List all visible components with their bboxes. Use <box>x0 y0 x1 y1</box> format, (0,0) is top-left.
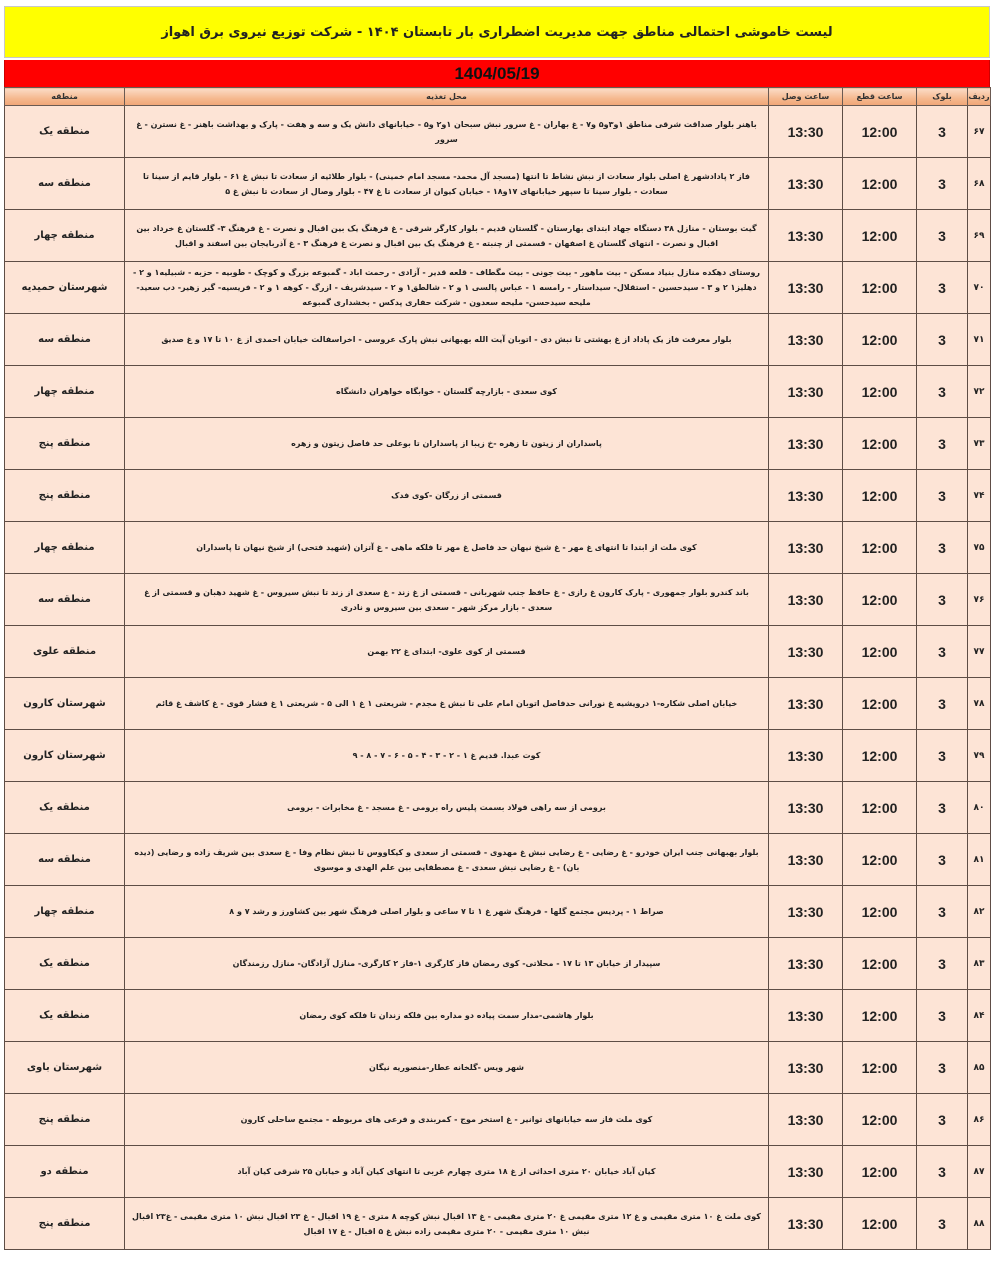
table-row <box>5 1198 991 1250</box>
connect-time-cell: 13:30 <box>769 262 843 314</box>
outage-table <box>4 87 991 1250</box>
location-cell: کوی ملت فاز سه خیابانهای توانیر - غ استخر موج - کمربندی و فرعی های مربوطه - مجتمع ساحلی کارون <box>125 1094 769 1146</box>
table-row <box>5 626 991 678</box>
cut-time-cell: 12:00 <box>843 158 917 210</box>
region-cell: شهرستان کارون <box>5 730 125 782</box>
region-cell: منطقه پنج <box>5 1198 125 1250</box>
table-row <box>5 470 991 522</box>
row-number: ۷۷ <box>968 626 991 678</box>
cut-time-cell: 12:00 <box>843 314 917 366</box>
table-row <box>5 990 991 1042</box>
connect-time-cell: 13:30 <box>769 834 843 886</box>
block-cell: 3 <box>917 678 968 730</box>
row-number: ۶۸ <box>968 158 991 210</box>
cut-time-cell: 12:00 <box>843 262 917 314</box>
row-number: ۸۸ <box>968 1198 991 1250</box>
row-number: ۸۴ <box>968 990 991 1042</box>
region-cell: منطقه یک <box>5 938 125 990</box>
outage-sheet <box>4 6 990 1250</box>
connect-time-cell: 13:30 <box>769 938 843 990</box>
block-cell: 3 <box>917 522 968 574</box>
header-connect-time: ساعت وصل <box>769 88 843 106</box>
connect-time-cell: 13:30 <box>769 990 843 1042</box>
row-number: ۷۱ <box>968 314 991 366</box>
cut-time-cell: 12:00 <box>843 522 917 574</box>
table-row <box>5 522 991 574</box>
table-row <box>5 938 991 990</box>
row-number: ۷۴ <box>968 470 991 522</box>
region-cell: منطقه سه <box>5 314 125 366</box>
row-number: ۷۶ <box>968 574 991 626</box>
region-cell: شهرستان حمیدیه <box>5 262 125 314</box>
connect-time-cell: 13:30 <box>769 1042 843 1094</box>
table-row <box>5 366 991 418</box>
cut-time-cell: 12:00 <box>843 730 917 782</box>
location-cell: قسمتی از زرگان -کوی فدک <box>125 470 769 522</box>
connect-time-cell: 13:30 <box>769 522 843 574</box>
row-number: ۸۰ <box>968 782 991 834</box>
region-cell: منطقه سه <box>5 574 125 626</box>
connect-time-cell: 13:30 <box>769 314 843 366</box>
table-row <box>5 418 991 470</box>
connect-time-cell: 13:30 <box>769 418 843 470</box>
location-cell: صراط ۱ - پردیس مجتمع گلها - فرهنگ شهر غ ۱ تا ۷ ساعی و بلوار اصلی فرهنگ شهر بین کشاورز و رشد ۷ و ۸ <box>125 886 769 938</box>
location-cell: باند کندرو بلوار جمهوری - پارک کارون غ رازی - غ حافظ جنب شهربانی - قسمتی از غ زند - غ سعدی از زند تا نبش سیروس - غ شهید دهبان و قسمتی از غ سعدی - بازار مرکز شهر - سعدی بین سیروس و نادری <box>125 574 769 626</box>
connect-time-cell: 13:30 <box>769 626 843 678</box>
block-cell: 3 <box>917 782 968 834</box>
table-row <box>5 834 991 886</box>
region-cell: منطقه علوی <box>5 626 125 678</box>
location-cell: کوی ملت غ ۱۰ متری مقیمی و غ ۱۲ متری مقیمی غ ۲۰ متری مقیمی - غ ۱۳ اقبال نبش کوچه ۸ متری - غ ۱۹ اقبال - غ ۲۳ اقبال نبش ۱۰ متری مقیمی - غ۲۳ اقبال نبش ۱۰ متری مقیمی - ۲۰ متری مقیمی زاده نبش غ ۵ اقبال - غ ۱۷ اقبال <box>125 1198 769 1250</box>
connect-time-cell: 13:30 <box>769 574 843 626</box>
location-cell: کوی سعدی - بازارچه گلستان - خوابگاه خواهران دانشگاه <box>125 366 769 418</box>
block-cell: 3 <box>917 366 968 418</box>
cut-time-cell: 12:00 <box>843 626 917 678</box>
row-number: ۶۷ <box>968 106 991 158</box>
row-number: ۷۹ <box>968 730 991 782</box>
table-row <box>5 1094 991 1146</box>
cut-time-cell: 12:00 <box>843 990 917 1042</box>
region-cell: منطقه پنج <box>5 418 125 470</box>
location-cell: قسمتی از کوی علوی- ابتدای غ ۲۲ بهمن <box>125 626 769 678</box>
row-number: ۸۶ <box>968 1094 991 1146</box>
region-cell: منطقه پنج <box>5 470 125 522</box>
table-row <box>5 886 991 938</box>
block-cell: 3 <box>917 886 968 938</box>
table-row <box>5 678 991 730</box>
block-cell: 3 <box>917 470 968 522</box>
cut-time-cell: 12:00 <box>843 1094 917 1146</box>
cut-time-cell: 12:00 <box>843 782 917 834</box>
region-cell: منطقه سه <box>5 834 125 886</box>
connect-time-cell: 13:30 <box>769 158 843 210</box>
header-block: بلوک <box>917 88 968 106</box>
connect-time-cell: 13:30 <box>769 678 843 730</box>
block-cell: 3 <box>917 106 968 158</box>
location-cell: خیابان اصلی شکاره-۱ درویشیه غ نورانی حدفاصل اتوبان امام علی تا نبش غ مجدم - شریعتی ۱ غ ۱ الی ۵ - شریعتی ۱ غ فشار قوی - غ کاشف غ قائم <box>125 678 769 730</box>
cut-time-cell: 12:00 <box>843 106 917 158</box>
table-row <box>5 106 991 158</box>
connect-time-cell: 13:30 <box>769 886 843 938</box>
region-cell: منطقه چهار <box>5 210 125 262</box>
cut-time-cell: 12:00 <box>843 366 917 418</box>
connect-time-cell: 13:30 <box>769 366 843 418</box>
block-cell: 3 <box>917 834 968 886</box>
table-row <box>5 1146 991 1198</box>
block-cell: 3 <box>917 158 968 210</box>
location-cell: فاز ۲ پادادشهر غ اصلی بلوار سعادت از نبش نشاط تا انتها (مسجد آل محمد- مسجد امام خمینی) - بلوار طلائیه از سعادت تا نبش غ ۶۱ - بلوار قایم از سینا تا سعادت - بلوار سینا تا سپهر خیابانهای ۱۷و۱۸ - خیابان کیوان از سعادت تا غ ۴۷ - بلوار وصال از سعادت تا نبش غ ۵ <box>125 158 769 210</box>
region-cell: منطقه چهار <box>5 366 125 418</box>
cut-time-cell: 12:00 <box>843 1146 917 1198</box>
table-row <box>5 262 991 314</box>
block-cell: 3 <box>917 938 968 990</box>
table-row <box>5 574 991 626</box>
region-cell: منطقه یک <box>5 990 125 1042</box>
region-cell: منطقه چهار <box>5 886 125 938</box>
row-number: ۷۸ <box>968 678 991 730</box>
block-cell: 3 <box>917 1042 968 1094</box>
table-row <box>5 1042 991 1094</box>
row-number: ۶۹ <box>968 210 991 262</box>
region-cell: شهرستان کارون <box>5 678 125 730</box>
row-number: ۸۷ <box>968 1146 991 1198</box>
connect-time-cell: 13:30 <box>769 470 843 522</box>
table-row <box>5 730 991 782</box>
region-cell: منطقه چهار <box>5 522 125 574</box>
location-cell: پاسداران از زیتون تا زهره -خ زیبا از پاسداران تا بوعلی حد فاصل زیتون و زهره <box>125 418 769 470</box>
block-cell: 3 <box>917 574 968 626</box>
block-cell: 3 <box>917 730 968 782</box>
connect-time-cell: 13:30 <box>769 730 843 782</box>
location-cell: شهر ویس -گلخانه عطار-منصوریه نیگان <box>125 1042 769 1094</box>
table-body <box>5 106 991 1250</box>
block-cell: 3 <box>917 1094 968 1146</box>
row-number: ۸۳ <box>968 938 991 990</box>
location-cell: کیان آباد خیابان ۲۰ متری احداثی از غ ۱۸ متری چهارم غربی تا انتهای کیان آباد و خیابان ۲۵ شرقی کیان آباد <box>125 1146 769 1198</box>
table-row <box>5 210 991 262</box>
region-cell: منطقه یک <box>5 782 125 834</box>
table-header-row <box>5 88 991 106</box>
cut-time-cell: 12:00 <box>843 418 917 470</box>
table-row <box>5 314 991 366</box>
row-number: ۷۰ <box>968 262 991 314</box>
location-cell: سپیدار از خیابان ۱۳ تا ۱۷ - محلاتی- کوی رمضان فاز کارگری ۱-فاز ۲ کارگری- منازل آزادگان- منازل رزمندگان <box>125 938 769 990</box>
row-number: ۷۵ <box>968 522 991 574</box>
connect-time-cell: 13:30 <box>769 210 843 262</box>
block-cell: 3 <box>917 314 968 366</box>
header-region: منطقه <box>5 88 125 106</box>
region-cell: منطقه دو <box>5 1146 125 1198</box>
table-row <box>5 782 991 834</box>
cut-time-cell: 12:00 <box>843 834 917 886</box>
block-cell: 3 <box>917 1146 968 1198</box>
cut-time-cell: 12:00 <box>843 938 917 990</box>
header-row-number: ردیف <box>968 88 991 106</box>
block-cell: 3 <box>917 990 968 1042</box>
location-cell: بلوار بهبهانی جنب ایران خودرو - غ رضایی - غ رضایی نبش غ مهدوی - قسمتی از سعدی و کیکاووس تا نبش نظام وفا - غ سعدی بین شریف زاده و رضایی (دیده بان) - غ رضایی نبش سعدی - غ مصطفایی بین علم الهدی و موسوی <box>125 834 769 886</box>
region-cell: منطقه یک <box>5 106 125 158</box>
header-cut-time: ساعت قطع <box>843 88 917 106</box>
row-number: ۷۲ <box>968 366 991 418</box>
cut-time-cell: 12:00 <box>843 1042 917 1094</box>
region-cell: منطقه پنج <box>5 1094 125 1146</box>
row-number: ۷۳ <box>968 418 991 470</box>
cut-time-cell: 12:00 <box>843 210 917 262</box>
connect-time-cell: 13:30 <box>769 1094 843 1146</box>
date-banner: 1404/05/19 <box>4 60 990 87</box>
header-location: محل تغذیه <box>125 88 769 106</box>
region-cell: منطقه سه <box>5 158 125 210</box>
connect-time-cell: 13:30 <box>769 106 843 158</box>
block-cell: 3 <box>917 210 968 262</box>
region-cell: شهرستان باوی <box>5 1042 125 1094</box>
block-cell: 3 <box>917 418 968 470</box>
page-title: لیست خاموشی احتمالی مناطق جهت مدیریت اضطراری بار تابستان ۱۴۰۴ - شرکت توزیع نیروی برق اهواز <box>4 6 990 58</box>
location-cell: بلوار هاشمی-مدار سمت پیاده دو مداره بین فلکه زندان تا فلکه کوی رمضان <box>125 990 769 1042</box>
location-cell: کوی ملت از ابتدا تا انتهای غ مهر - غ شیخ نیهان حد فاصل غ مهر تا فلکه ماهی - غ آتزان (شهید فتحی) از شیخ نیهان تا پاسداران <box>125 522 769 574</box>
cut-time-cell: 12:00 <box>843 574 917 626</box>
location-cell: کوت عبدا. قدیم غ ۱ - ۲ - ۳ - ۴ - ۵ - ۶ - ۷ - ۸ - ۹ <box>125 730 769 782</box>
connect-time-cell: 13:30 <box>769 1198 843 1250</box>
row-number: ۸۱ <box>968 834 991 886</box>
block-cell: 3 <box>917 626 968 678</box>
location-cell: برومی از سه راهی فولاد بسمت پلیس راه برومی - غ مسجد - غ مخابرات - برومی <box>125 782 769 834</box>
location-cell: روستای دهکده منازل بنیاد مسکن - بیت ماهور - بیت جونی - بیت مگطاف - قلعه قدیر - آزادی - رحمت اباد - گمبوعه بزرگ و کوچک - طوبیه - حزبه - شبیلیه۱ و ۲ - دهلیز۱ ۲ و ۳ - سیدحسین - استقلال- سیداستار - رامسه ۱ - عباس پالسی ۱ و ۲ - شالطق۱ و ۲ - سیدشریف - ازرگ - کوهه ۱ و ۲ - فریسیه- گبر زهیر- دب سعید- ملیحه سیدحسن- ملیحه سعدون - شرکت حفاری پدکس - بخشداری گمبوعه <box>125 262 769 314</box>
block-cell: 3 <box>917 1198 968 1250</box>
location-cell: بلوار معرفت فاز یک پاداد از غ بهشتی تا نبش دی - اتوبان آیت الله بهبهانی نبش پارک عروسی - اخراسفالت خیابان احمدی از غ ۱۰ تا ۱۷ و غ صدیق <box>125 314 769 366</box>
table-row <box>5 158 991 210</box>
cut-time-cell: 12:00 <box>843 1198 917 1250</box>
connect-time-cell: 13:30 <box>769 782 843 834</box>
location-cell: گیت بوستان - منازل ۳۸ دستگاه جهاد ابتدای بهارستان - گلستان قدیم - بلوار کارگر شرقی - غ فرهنگ یک بین اقبال و نصرت - غ فرهنگ ۳- گلستان غ خرداد بین اقبال و نصرت - انتهای گلستان غ اصفهان - قسمتی از چنبته - غ فرهنگ یک بین اقبال و نصرت غ فرهنگ ۳ - غ آذربایجان بین اسفند و اقبال <box>125 210 769 262</box>
row-number: ۸۲ <box>968 886 991 938</box>
connect-time-cell: 13:30 <box>769 1146 843 1198</box>
cut-time-cell: 12:00 <box>843 886 917 938</box>
cut-time-cell: 12:00 <box>843 470 917 522</box>
row-number: ۸۵ <box>968 1042 991 1094</box>
block-cell: 3 <box>917 262 968 314</box>
location-cell: باهنر بلوار صداقت شرقی مناطق ۱و۳و۵ و۷ - غ بهاران - غ سرور نبش سبحان ۱و۲ و۵ - خیابانهای دانش یک و سه و هفت - پارک و بهداشت باهنر - غ نسترن - غ سرور <box>125 106 769 158</box>
cut-time-cell: 12:00 <box>843 678 917 730</box>
